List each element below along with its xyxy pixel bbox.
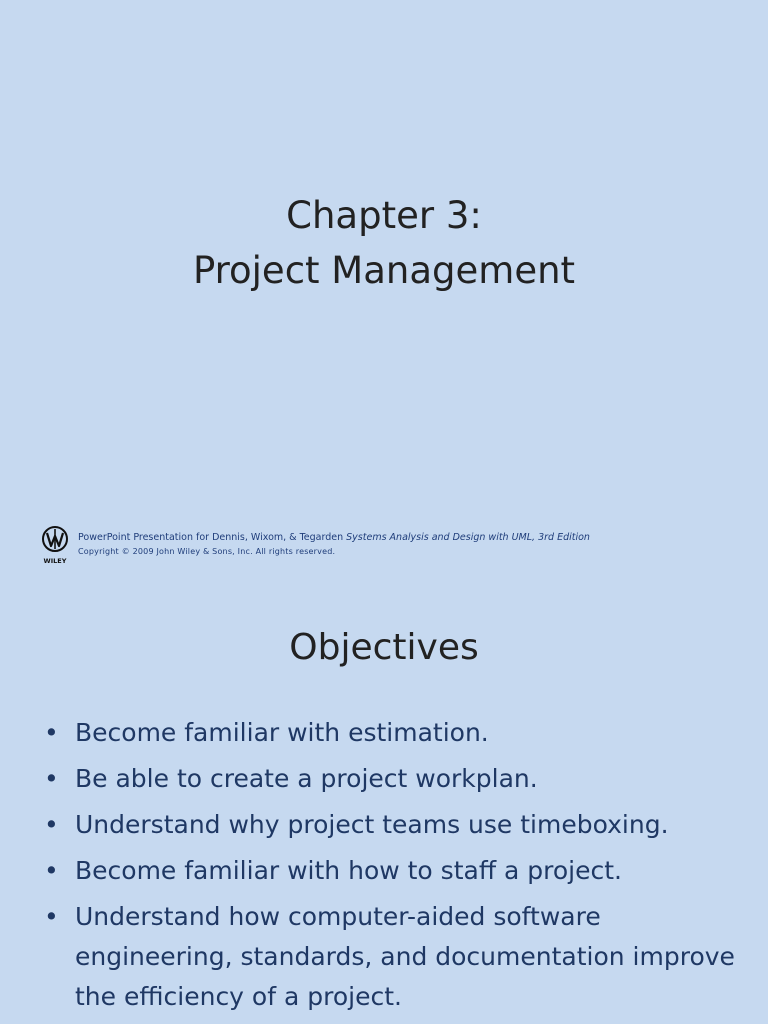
objectives-slide [0, 585, 768, 1024]
footer-credit [78, 531, 718, 545]
bullet-icon: • [44, 718, 59, 747]
bullet-text: Become familiar with how to staff a project. [75, 856, 622, 885]
bullet-icon: • [44, 764, 59, 793]
title-line-chapter: Chapter 3: [286, 194, 482, 237]
list-item [44, 897, 744, 1017]
list-item [44, 713, 744, 753]
bullet-text: Understand how computer-aided software engineering, standards, and documentation improve the efficiency of a project. [75, 902, 735, 1011]
slide-title [0, 188, 768, 298]
list-item [44, 759, 744, 799]
objectives-list [44, 713, 744, 1023]
title-line-topic: Project Management [192, 249, 576, 292]
wiley-logo-icon [40, 525, 72, 565]
wiley-logo-text: WILEY [43, 557, 67, 565]
bullet-icon: • [44, 810, 59, 839]
objectives-title: Objectives [289, 627, 479, 668]
footer-text [78, 531, 718, 558]
bullet-icon: • [44, 902, 59, 931]
bullet-text: Become familiar with estimation. [75, 718, 489, 747]
bullet-icon: • [44, 856, 59, 885]
list-item [44, 805, 744, 845]
list-item [44, 851, 744, 891]
slide-footer [40, 525, 740, 565]
footer-book-title: Systems Analysis and Design with UML, 3rd Edition [346, 532, 590, 543]
footer-copyright: Copyright © 2009 John Wiley & Sons, Inc. All rights reserved. [78, 547, 336, 556]
bullet-text: Be able to create a project workplan. [75, 764, 538, 793]
bullet-text: Understand why project teams use timeboxing. [75, 810, 669, 839]
footer-credit-prefix: PowerPoint Presentation for Dennis, Wixom, & Tegarden [78, 532, 347, 543]
